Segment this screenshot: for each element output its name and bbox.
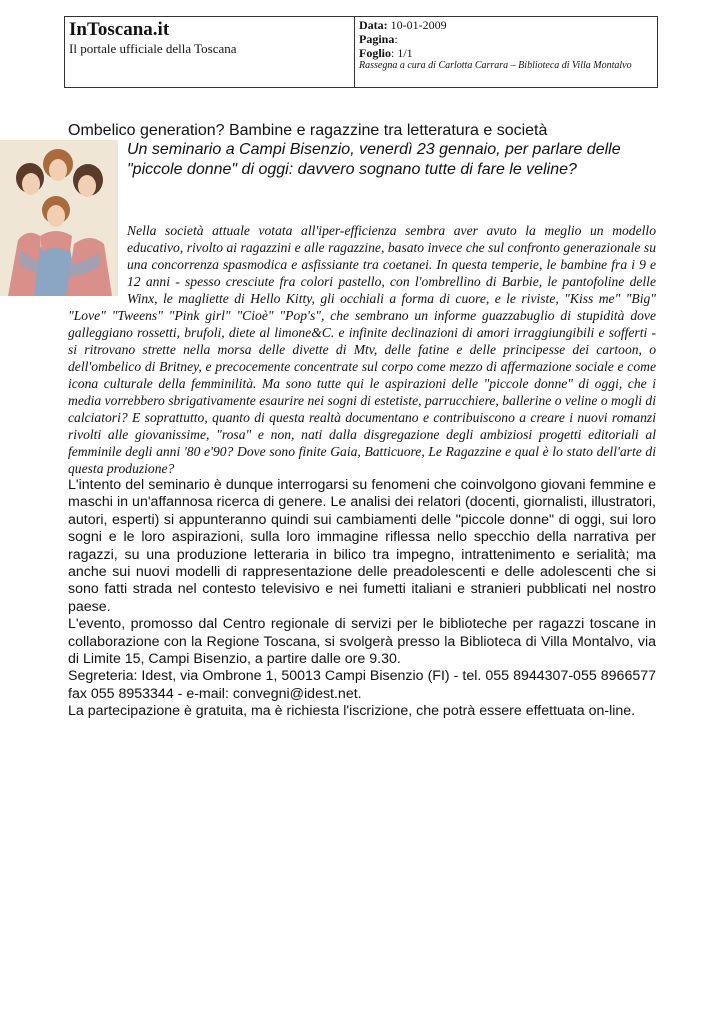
- clipping-header: [64, 16, 658, 88]
- credit-line: Rassegna a cura di Carlotta Carrara – Biblioteca di Villa Montalvo: [359, 60, 632, 71]
- article-body: [68, 222, 656, 721]
- wrap-spacer: [68, 222, 127, 304]
- page-value: :: [394, 32, 398, 46]
- face-front: [47, 205, 65, 227]
- page-label: Pagina: [359, 32, 395, 46]
- sheet-value: : 1/1: [391, 46, 413, 60]
- article-title: Ombelico generation? Bambine e ragazzine tra letteratura e società: [68, 122, 548, 139]
- paragraph-event: L'evento, promosso dal Centro regionale di servizi per le biblioteche per ragazzi toscane in collaborazione con la Regione Toscana, si svolgerà presso la Biblioteca di Villa Montalvo, via di Limite 15, Campi Bisenzio, a partire dalle ore 9.30.: [68, 616, 656, 668]
- sheet-label: Foglio: [359, 46, 391, 60]
- header-source: [65, 17, 355, 87]
- paragraph-seminar: L'intento del seminario è dunque interrogarsi su fenomeni che coinvolgono giovani femmine e maschi in un'affannosa ricerca di genere. Le analisi dei relatori (docenti, giornalisti, illustratori, autori, esperti) si appunteranno quindi sui cambiamenti delle "piccole donne" di oggi, sui loro sogni e le loro aspirazioni, sulla loro immagine riflessa nello specchio della narrativa per ragazzi, su una produzione letteraria in bilico tra impegno, intrattenimento e serialità; ma anche sui nuovi modelli di rappresentazione delle preadolescenti e delle adolescenti che si sono fatti strada nel contesto televisivo e nei fumetti italiani e stranieri pubblicati nel nostro paese.: [68, 477, 656, 615]
- article-intro: Nella società attuale votata all'iper-efficienza sembra aver avuto la meglio un modello educativo, rivolto ai ragazzini e alle ragazzine, basato invece che sul confronto generazionale su una concorrenza spasmodica e asfissiante tra coetanei. In questa temperie, le bambine fra i 9 e 12 anni - spesso cresciute fra colori pastello, con l'ombrellino di Barbie, le pantofoline delle Winx, le magliette di Hello Kitty, gli occhiali a forma di cuore, e le riviste, "Kiss me" "Big" "Love" "Tweens" "Pink girl" "Cioè" "Pop's", che sembrano un informe guazzabuglio di stupidità dove galleggiano rossetti, brufoli, diete al limone&C. e infinite declinazioni di amori irraggiungibili e sofferti - si ritrovano strette nella morsa delle divette di Mtv, delle fatine e delle principesse dei cartoon, o dell'ombelico di Britney, e precocemente concentrate sul corpo come mezzo di affermazione sociale e come icona culturale della femminilità. Ma sono tutte qui le aspirazioni delle "piccole donne" di oggi, che i media vorrebbero sbrigativamente esaurire nei sogni di estetiste, parrucchiere, ballerine o veline o mogli di calciatori? E soprattutto, quanto di questa realtà documentano e contribuiscono a creare i nuovi romanzi rivolti alle giovanissime, "rosa" e non, nati dalla disgregazione degli ambiziosi progetti editoriali al femminile degli anni '80 e'90? Dove sono finite Gaia, Batticuore, Le Ragazzine e qual è lo stato dell'arte di questa produzione?: [68, 223, 656, 476]
- paragraph-secretariat: Segreteria: Idest, via Ombrone 1, 50013 Campi Bisenzio (FI) - tel. 055 8944307-055 8966577 fax 055 8953344 - e-mail: convegni@idest.net.: [68, 668, 656, 702]
- date-value: 10-01-2009: [390, 18, 447, 32]
- paragraph-participation: La partecipazione è gratuita, ma è richiesta l'iscrizione, che potrà essere effettuata on-line.: [68, 703, 636, 720]
- face-top: [49, 159, 67, 181]
- date-row: [359, 18, 653, 32]
- site-subtitle: Il portale ufficiale della Toscana: [69, 41, 237, 56]
- header-meta: [355, 17, 657, 87]
- sheet-row: [359, 46, 653, 60]
- face-left: [22, 173, 40, 195]
- article-subtitle: Un seminario a Campi Bisenzio, venerdì 23 gennaio, per parlare delle "piccole donne" di oggi: davvero sognano tutte di fare le veline?: [127, 141, 621, 178]
- face-right: [78, 175, 96, 197]
- site-title: InToscana.it: [69, 19, 170, 40]
- page-row: [359, 32, 653, 46]
- date-label: Data:: [359, 18, 388, 32]
